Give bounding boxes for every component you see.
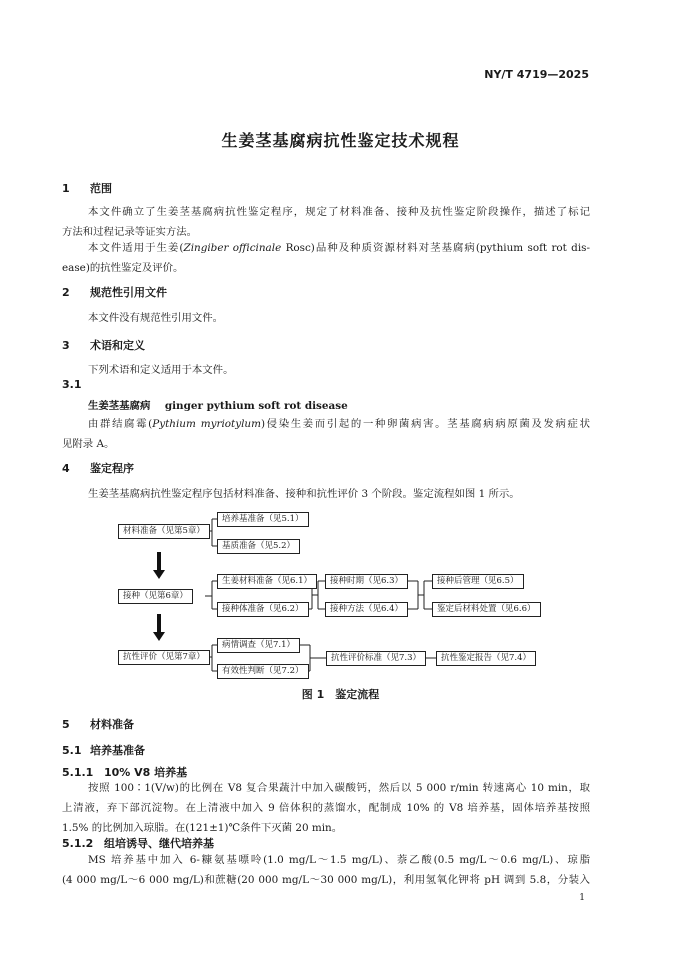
flow-box-inoculum-prep: 接种体准备（见6.2） bbox=[217, 602, 309, 617]
section-number: 3 bbox=[62, 339, 70, 352]
down-arrow-icon bbox=[153, 570, 165, 579]
section-title: 术语和定义 bbox=[90, 339, 145, 352]
flow-box-medium-prep: 培养基准备（见5.1） bbox=[217, 512, 309, 527]
text-line: MS 培养基中加入 6-糠氨基嘌呤(1.0 mg/L～1.5 mg/L)、萘乙酸(0.5 mg/L～0.6 mg/L)、琼脂 bbox=[88, 854, 590, 866]
text-line: ease)的抗性鉴定及评价。 bbox=[62, 262, 184, 274]
figure-caption: 图 1 鉴定流程 bbox=[301, 688, 380, 701]
section-1-heading bbox=[62, 180, 112, 196]
flow-box-report: 抗性鉴定报告（见7.4） bbox=[436, 651, 536, 666]
section-5-heading bbox=[62, 716, 134, 732]
subsection-5-1-2-heading bbox=[62, 835, 214, 851]
section-title: 范围 bbox=[90, 182, 112, 195]
arrow-shaft bbox=[157, 614, 161, 632]
flow-box-validity-check: 有效性判断（见7.2） bbox=[217, 664, 309, 679]
section-number: 5 bbox=[62, 718, 70, 731]
flow-box-inoculation-time: 接种时期（见6.3） bbox=[325, 574, 408, 589]
subsection-5-1-heading bbox=[62, 742, 145, 758]
arrow-shaft bbox=[157, 552, 161, 570]
text-line: 见附录 A。 bbox=[62, 438, 115, 450]
term-chinese: 生姜茎基腐病 bbox=[88, 400, 151, 412]
section-1-paragraph-2 bbox=[62, 238, 590, 278]
flow-box-post-management: 接种后管理（见6.5） bbox=[432, 574, 524, 589]
flow-box-inoculation-method: 接种方法（见6.4） bbox=[325, 602, 408, 617]
subsection-5-1-2-paragraph bbox=[62, 850, 590, 890]
section-title: 培养基准备 bbox=[90, 744, 145, 757]
section-title: 10% V8 培养基 bbox=[104, 766, 188, 779]
section-title: 材料准备 bbox=[90, 718, 134, 731]
latin-name: Zingiber officinale bbox=[183, 242, 282, 254]
term-number: 3.1 bbox=[62, 378, 82, 391]
section-number: 4 bbox=[62, 462, 70, 475]
text-run: )侵染生姜而引起的一种卵菌病害。茎基腐病病原菌及发病症状 bbox=[260, 418, 590, 430]
latin-name: Pythium myriotylum bbox=[152, 418, 261, 430]
section-4-heading bbox=[62, 460, 134, 476]
section-title: 鉴定程序 bbox=[90, 462, 134, 475]
text-line: 方法和过程记录等证实方法。 bbox=[62, 226, 198, 238]
page-number: 1 bbox=[579, 893, 585, 903]
section-3-heading bbox=[62, 337, 145, 353]
section-number: 1 bbox=[62, 182, 70, 195]
section-number: 5.1 bbox=[62, 744, 82, 757]
text-line bbox=[62, 414, 590, 434]
text-line: 1.5% 的比例加入琼脂。在(121±1)℃条件下灭菌 20 min。 bbox=[62, 822, 343, 834]
section-4-paragraph: 生姜茎基腐病抗性鉴定程序包括材料准备、接种和抗性评价 3 个阶段。鉴定流程如图 1 所示。 bbox=[88, 488, 520, 500]
flow-box-material-prep: 材料准备（见第5章） bbox=[118, 524, 210, 539]
text-run: 本文件适用于生姜( bbox=[88, 242, 184, 254]
term-definition bbox=[62, 414, 590, 454]
section-1-paragraph-1 bbox=[62, 202, 590, 242]
section-title: 组培诱导、继代培养基 bbox=[104, 837, 214, 850]
subsection-5-1-1-paragraph bbox=[62, 778, 590, 838]
flow-box-resistance-eval: 抗性评价（见第7章） bbox=[118, 650, 210, 665]
text-run: 由群结腐霉( bbox=[88, 418, 153, 430]
term-entry bbox=[62, 396, 590, 416]
section-3-paragraph: 下列术语和定义适用于本文件。 bbox=[88, 364, 234, 376]
flow-box-disease-survey: 病情调查（见7.1） bbox=[217, 638, 300, 653]
text-line: 上清液，弃下部沉淀物。在上清液中加入 9 倍体积的蒸馏水，配制成 10% 的 V8 培养基，固体培养基按照 bbox=[62, 802, 590, 814]
flow-box-substrate-prep: 基质准备（见5.2） bbox=[217, 539, 300, 554]
text-line: 按照 100∶1(V/w)的比例在 V8 复合果蔬汁中加入碳酸钙，然后以 5 000 r/min 转速离心 10 min，取 bbox=[88, 782, 590, 794]
document-title: 生姜茎基腐病抗性鉴定技术规程 bbox=[221, 131, 460, 150]
flow-box-ginger-material: 生姜材料准备（见6.1） bbox=[217, 574, 317, 589]
section-2-paragraph: 本文件没有规范性引用文件。 bbox=[88, 312, 224, 324]
flow-box-inoculation: 接种（见第6章） bbox=[118, 589, 193, 604]
section-number: 5.1.2 bbox=[62, 837, 94, 850]
text-line: 本文件确立了生姜茎基腐病抗性鉴定程序，规定了材料准备、接种及抗性鉴定阶段操作，描述了标记 bbox=[88, 206, 590, 218]
section-number: 5.1.1 bbox=[62, 766, 94, 779]
flow-box-eval-criteria: 抗性评价标准（见7.3） bbox=[326, 651, 426, 666]
text-line: (4 000 mg/L～6 000 mg/L)和蔗糖(20 000 mg/L～30 000 mg/L)，利用氢氧化钾将 pH 调到 5.8，分装入 bbox=[62, 874, 590, 886]
section-2-heading bbox=[62, 284, 167, 300]
standard-number: NY/T 4719—2025 bbox=[484, 68, 589, 81]
section-title: 规范性引用文件 bbox=[90, 286, 167, 299]
text-line bbox=[62, 238, 590, 258]
down-arrow-icon bbox=[153, 632, 165, 641]
section-number: 2 bbox=[62, 286, 70, 299]
flow-box-material-disposal: 鉴定后材料处置（见6.6） bbox=[432, 602, 541, 617]
term-english: ginger pythium soft rot disease bbox=[164, 400, 348, 412]
text-run: Rosc)品种及种质资源材料对茎基腐病(pythium soft rot dis- bbox=[281, 242, 590, 254]
